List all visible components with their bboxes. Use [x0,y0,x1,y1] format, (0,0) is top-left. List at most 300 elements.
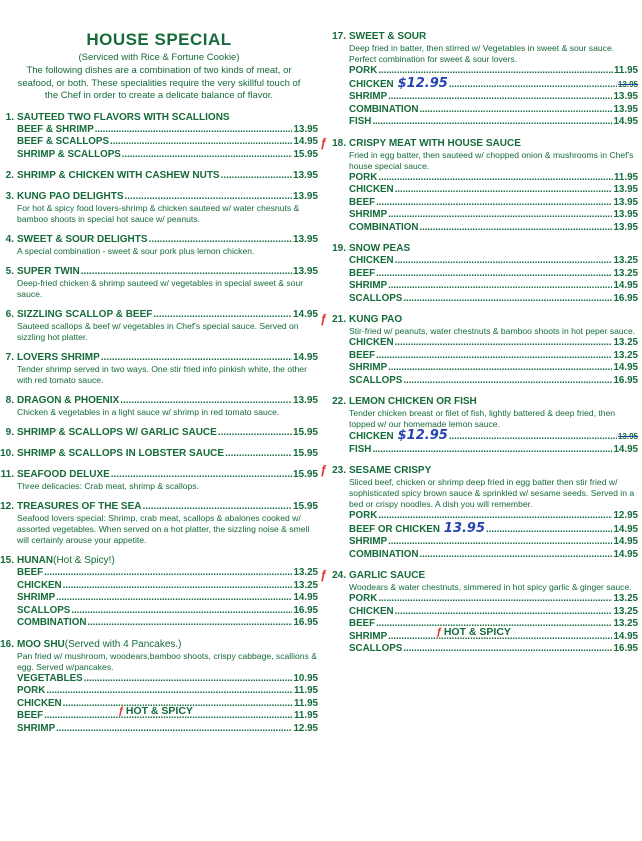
leader-dots [388,536,612,549]
leader-dots [124,191,291,203]
menu-item-heading [0,501,318,513]
leader-dots [71,605,292,618]
menu-item [0,234,318,257]
handwritten-price: $12.95 [397,75,448,91]
menu-item [332,396,638,456]
menu-item-heading [0,309,318,321]
menu-item-number: 3. [5,191,14,202]
menu-item-description: Tender shrimp served in two ways. One stir fried info pinkish white, the other with red tomato sauce. [17,364,307,385]
hot-spicy-label: HOT & SPICY [443,625,511,638]
hot-spicy-legend-right [436,626,511,638]
menu-item-name: GARLIC SAUCE [349,570,426,581]
menu-item-number: 7. [5,352,14,363]
price-row-amount: 14.95 [613,536,638,547]
price-row-label: BEEF & SHRIMP [17,123,94,135]
price-row-amount: 13.95 [613,209,638,220]
price-row-amount: 14.95 [613,280,638,291]
price-row-label: BEEF [349,196,376,208]
menu-item-heading [0,427,318,439]
price-row-amount: 11.95 [294,697,318,709]
menu-item-name: SWEET & SOUR [349,31,427,42]
leader-dots [486,524,612,537]
price-row-label: CHICKEN [349,255,394,266]
house-special-title: HOUSE SPECIAL [86,30,232,49]
price-row-label: CHICKEN [17,697,62,709]
menu-item [0,112,318,162]
menu-item-name: SHRIMP & CHICKEN WITH CASHEW NUTS [17,170,220,181]
price-row-amount: 13.25 [613,337,638,348]
menu-item-price: 14.95 [292,309,318,320]
price-row-label: BEEF [349,267,376,279]
price-row [349,536,638,549]
price-row [17,149,318,162]
house-special-subtitle: (Serviced with Rice & Fortune Cookie) [78,52,240,63]
price-row [349,549,638,562]
menu-item-heading [320,135,638,150]
hot-chili-icon: ƒ [118,705,124,717]
menu-item-price: 13.95 [292,266,318,277]
price-row-label: COMBINATION [17,617,87,628]
price-row [349,510,638,523]
menu-item-description: Deep fried in batter, then stirred w/ Vegetables in sweet & sour sauce. Perfect combination for sweet & sour lovers. [349,43,615,64]
price-row-amount: 14.95 [613,548,638,560]
menu-item-description: Stir-fried w/ peanuts, water chestnuts & bamboo shoots in hot peper sauce. [349,326,636,336]
price-row [17,136,318,149]
menu-item-number: 17. [332,31,346,42]
price-row [349,209,638,222]
leader-dots [395,606,613,619]
menu-item-number: 19. [332,243,346,254]
handwritten-price: $12.95 [397,428,448,443]
right-column [320,0,638,656]
menu-item-name: SUPER TWIN [17,266,80,277]
menu-item-heading [0,448,318,460]
menu-item-heading [0,469,318,481]
price-row-amount: 13.95 [613,184,638,195]
price-row-label: CHICKEN [349,184,394,195]
price-row-amount: 13.95 [617,79,638,89]
price-row-amount: 13.25 [613,349,638,361]
price-row-label: COMBINATION [349,548,419,560]
price-row [349,593,638,606]
price-row-label: PORK [349,65,378,76]
menu-item-price: 15.95 [292,501,318,512]
leader-dots [449,431,617,444]
price-row-amount: 14.95 [613,523,638,535]
menu-item [0,555,318,630]
price-row [17,673,318,686]
menu-item-number: 2. [5,170,14,181]
leader-dots [225,448,292,460]
price-row-label: PORK [349,171,378,183]
menu-item-number: 23. [332,465,346,476]
price-row [349,255,638,268]
menu-item-price: 14.95 [292,352,318,363]
leader-dots [122,149,293,162]
menu-item [332,31,638,129]
menu-item-number: 1. [5,111,14,123]
price-row [349,104,638,117]
leader-dots [372,444,612,457]
price-row [349,172,638,185]
menu-item-heading [0,352,318,364]
leader-dots [419,222,612,235]
menu-item-number: 15. [0,555,14,566]
price-row-amount: 16.95 [293,617,318,628]
leader-dots [403,375,612,388]
price-row [17,567,318,580]
price-row-label: SHRIMP [349,362,388,373]
leader-dots [395,184,613,197]
price-row-amount: 14.95 [293,592,318,603]
left-menu-list [0,112,318,736]
price-row-label: COMBINATION [349,221,419,233]
menu-item [0,448,318,460]
menu-item-note: (Served with 4 Pancakes.) [64,638,182,650]
menu-item-heading [0,191,318,203]
menu-item-price: 15.95 [292,469,318,480]
price-row-amount: 14.95 [613,443,638,455]
menu-item-name: SHRIMP & SCALLOPS W/ GARLIC SAUCE [17,427,217,438]
menu-item-name: SHRIMP & SCALLOPS IN LOBSTER SAUCE [17,448,225,459]
menu-item-number: 24. [332,570,346,581]
price-row [349,350,638,363]
price-row-amount: 13.95 [613,221,638,233]
menu-item-number: 9. [5,427,14,438]
price-row-label: SHRIMP [349,280,388,291]
menu-item-price: 15.95 [292,448,318,459]
menu-item-description: Sliced beef, chicken or shrimp deep fried in egg batter then stir fried w/ sophisticated spicy brown sauce & sprinkled w/ sesame seeds. Served in a bed or crispy noodles. A dish you will remember. [349,477,635,509]
menu-item-price: 13.95 [292,234,318,245]
price-row-amount: 14.95 [613,630,638,642]
menu-item [320,312,638,387]
price-row [17,617,318,630]
menu-item-number: 21. [332,314,346,325]
price-row [349,606,638,619]
left-column [0,0,318,735]
menu-item [320,463,638,561]
leader-dots [56,592,292,605]
menu-item-description: Pan fried w/ mushroom, woodears,bamboo shoots, crispy cabbage, scallions & egg. Served w/pancakes. [17,650,317,672]
leader-dots [110,136,292,149]
menu-item-heading [0,395,318,407]
menu-item-description: Chicken & vegetables in a light sauce w/ shrimp in red tomato sauce. [17,407,280,417]
menu-item-price: 13.95 [292,170,318,181]
price-row [349,268,638,281]
menu-item-heading [320,312,638,326]
leader-dots [46,685,293,698]
price-row-label: SHRIMP [349,630,388,642]
menu-item-number: 16. [0,638,14,650]
price-row [349,75,638,92]
price-row-label: CHICKEN [349,605,394,617]
menu-item-name: CRISPY MEAT WITH HOUSE SAUCE [349,137,521,149]
menu-item-heading [332,31,638,43]
price-row-amount: 16.95 [613,292,638,304]
menu-item [0,395,318,418]
price-row [349,375,638,388]
price-row-amount: 16.95 [613,643,638,654]
price-row-amount: 13.25 [613,267,638,279]
leader-dots [56,723,292,736]
menu-item [0,469,318,492]
menu-item-name: HUNAN [17,555,54,566]
menu-item-name: SAUTEED TWO FLAVORS WITH SCALLIONS [17,111,230,123]
menu-item-name: SESAME CRISPY [349,465,432,476]
menu-item [0,427,318,439]
price-row [17,580,318,593]
hot-spicy-label: HOT & SPICY [125,705,193,717]
leader-dots [218,427,292,439]
leader-dots [95,124,293,137]
price-row-label: COMBINATION [349,103,419,115]
menu-item-name: SIZZLING SCALLOP & BEEF [17,309,153,320]
menu-item [0,266,318,300]
menu-item-price: 13.95 [292,395,318,406]
menu-item [0,352,318,386]
price-row [349,280,638,293]
menu-item-name: SWEET & SOUR DELIGHTS [17,234,148,245]
menu-item [0,309,318,343]
price-row-amount: 13.25 [613,605,638,617]
menu-item-number: 5. [5,266,14,277]
menu-item-description: Deep-fried chicken & shrimp sauteed w/ vegetables in special sweet & sour sauce. [17,278,304,299]
price-row-amount: 16.95 [293,604,318,616]
price-row [349,444,638,457]
price-row [349,116,638,129]
menu-item-heading [332,396,638,408]
menu-item-number: 11. [0,469,14,480]
leader-dots [153,309,292,321]
price-row-amount: 13.25 [293,567,318,578]
menu-item-description: Sauteed scallops & beef w/ vegetables in Chef's special sauce. Served on sizzling hot platter. [17,321,299,342]
price-row [17,723,318,736]
price-row [349,184,638,197]
menu-item [320,135,638,235]
menu-item-description: Tender chicken breast or filet of fish, lightly battered & deep fried, then topped w/ our homemade lemon sauce. [349,408,616,429]
menu-item [0,170,318,182]
leader-dots [378,172,613,185]
leader-dots [376,268,612,281]
leader-dots [388,280,612,293]
leader-dots [111,469,292,481]
price-row-label: PORK [17,685,46,696]
price-row-label: CHICKEN [349,78,394,90]
price-row-amount: 13.95 [613,103,638,115]
leader-dots [395,255,613,268]
price-row-label: FISH [349,443,372,455]
price-row-amount: 11.95 [294,710,318,721]
leader-dots [388,209,612,222]
menu-item-heading [320,568,638,582]
menu-item [320,568,638,656]
menu-item-number: 10. [0,448,14,459]
right-menu-list [320,0,638,656]
menu-item-name: DRAGON & PHOENIX [17,395,120,406]
menu-item-number: 4. [5,234,14,245]
menu-item-number: 18. [332,137,346,149]
leader-dots [449,79,617,92]
price-row-label: SHRIMP [17,722,56,734]
leader-dots [221,170,292,182]
price-row-amount: 11.95 [614,171,638,183]
leader-dots [372,116,612,129]
price-row-label: SHRIMP [349,536,388,547]
menu-item [0,639,318,736]
hot-chili-icon: ƒ [436,625,442,638]
price-row-amount: 14.95 [613,362,638,373]
price-row-label: SHRIMP [17,592,56,603]
leader-dots [142,501,292,513]
leader-dots [378,510,612,523]
price-row-label: SHRIMP [349,91,388,102]
leader-dots [87,617,292,630]
menu-item-price: 15.95 [292,427,318,438]
price-row-amount: 11.95 [614,65,638,76]
menu-item-description: Seafood lovers special: Shrimp, crab meat, scallops & abalones cooked w/ assorted vegetables. When served on a hot platter, the sizzling noise & smell will certainly arouse your appetite. [17,513,310,545]
leader-dots [81,266,292,278]
price-row-label: BEEF & SCALLOPS [17,136,109,147]
price-row-amount: 15.95 [293,148,318,160]
menu-item-description: A special combination - sweet & sour pork plus lemon chicken. [17,246,255,256]
price-row-amount: 16.95 [613,374,638,386]
menu-item-heading [0,234,318,246]
menu-item-heading [320,463,638,477]
price-row [349,643,638,656]
price-row-amount: 13.95 [293,123,318,135]
price-row-amount: 12.95 [293,722,318,734]
menu-item-name: KUNG PAO [349,314,403,325]
hot-chili-icon: ƒ [320,463,327,477]
price-row [17,605,318,618]
leader-dots [388,362,612,375]
menu-item-number: 6. [5,309,14,320]
price-row [349,362,638,375]
price-row-label: FISH [349,116,372,127]
menu-item-note: (Hot & Spicy!) [53,555,115,566]
price-row-amount: 10.95 [293,672,318,684]
hot-chili-icon: ƒ [320,312,327,326]
house-special-description: The following dishes are a combination of two kinds of meat, or seafood, or both. These specialities require the very skillful touch of the Chef in order to create a delicate balance of flavor. [17,65,301,101]
price-row-label: CHICKEN [349,431,394,442]
leader-dots [419,104,612,117]
handwritten-price: 13.95 [443,520,486,536]
price-row [349,65,638,78]
price-row-label: SCALLOPS [349,374,403,386]
menu-item-number: 12. [0,501,14,512]
menu-item-name: MOO SHU [17,638,65,650]
leader-dots [44,567,292,580]
price-row-label: VEGETABLES [17,672,83,684]
price-row-amount: 13.25 [293,579,318,591]
price-row-amount: 13.25 [613,593,638,604]
hot-chili-icon: ƒ [320,135,327,150]
menu-item-number: 22. [332,396,346,407]
menu-item-price: 13.95 [292,191,318,202]
menu-item-heading [0,555,318,567]
price-row-label: PORK [349,593,378,604]
price-row-label: SHRIMP [349,209,388,220]
menu-item-description: Woodears & water chestnuts, simmered in hot spicy garlic & ginger sauce. [349,582,632,592]
leader-dots [376,350,612,363]
price-row-label: BEEF [17,567,44,578]
menu-item-name: TREASURES OF THE SEA [17,501,142,512]
menu-item-description: For hot & spicy food lovers-shrimp & chicken sauteed w/ water chesnuts & bamboo shoots in special hot sauce w/ peanuts. [17,203,300,224]
price-row-label: BEEF OR CHICKEN [349,523,440,535]
price-row-label: BEEF [349,618,376,629]
price-row-label: CHICKEN [349,337,394,348]
price-row [349,91,638,104]
menu-item-number: 8. [5,395,14,406]
price-row-label: SCALLOPS [17,604,71,616]
menu-item-name: LEMON CHICKEN OR FISH [349,396,477,407]
price-row-amount: 13.95 [617,432,638,441]
menu-item-description: Three delicacies: Crab meat, shrimp & scallops. [17,481,199,491]
price-row [17,124,318,137]
menu-item-name: SNOW PEAS [349,243,411,254]
menu-item-heading [0,639,318,651]
menu-item-name: LOVERS SHRIMP [17,352,100,363]
price-row-amount: 13.95 [613,91,638,102]
price-row [17,685,318,698]
price-row-label: CHICKEN [17,579,62,591]
leader-dots [378,593,612,606]
price-row-amount: 13.95 [613,196,638,208]
price-row-amount: 13.25 [613,255,638,266]
leader-dots [419,549,612,562]
leader-dots [388,91,612,104]
price-row-label: SCALLOPS [349,643,403,654]
menu-item [332,243,638,305]
price-row [349,293,638,306]
price-row-amount: 12.95 [613,510,638,521]
hot-chili-icon: ƒ [320,568,327,582]
price-row-label: BEEF [349,349,376,361]
leader-dots [120,395,292,407]
leader-dots [63,580,293,593]
leader-dots [149,234,292,246]
leader-dots [101,352,292,364]
price-row [349,197,638,210]
leader-dots [84,673,293,686]
price-row-label: PORK [349,510,378,521]
price-row-amount: 11.95 [294,685,318,696]
hot-spicy-legend-left [118,705,193,717]
price-row-amount: 13.25 [613,618,638,629]
price-row-amount: 14.95 [613,116,638,127]
price-row-label: SCALLOPS [349,292,403,304]
leader-dots [395,337,613,350]
price-row [349,222,638,235]
menu-item [0,501,318,546]
price-row [17,592,318,605]
price-row-label: BEEF [17,710,44,721]
price-row-amount: 14.95 [293,136,318,147]
menu-item-heading [332,243,638,255]
leader-dots [376,197,612,210]
price-row [349,520,638,537]
menu-item [0,191,318,225]
price-row [349,430,638,444]
menu-item-heading [0,266,318,278]
price-row [349,337,638,350]
menu-item-heading [0,112,318,124]
menu-item-heading [0,170,318,182]
menu-item-name: KUNG PAO DELIGHTS [17,191,124,202]
price-row-label: SHRIMP & SCALLOPS [17,148,121,160]
leader-dots [403,643,612,656]
menu-item-name: SEAFOOD DELUXE [17,469,110,480]
